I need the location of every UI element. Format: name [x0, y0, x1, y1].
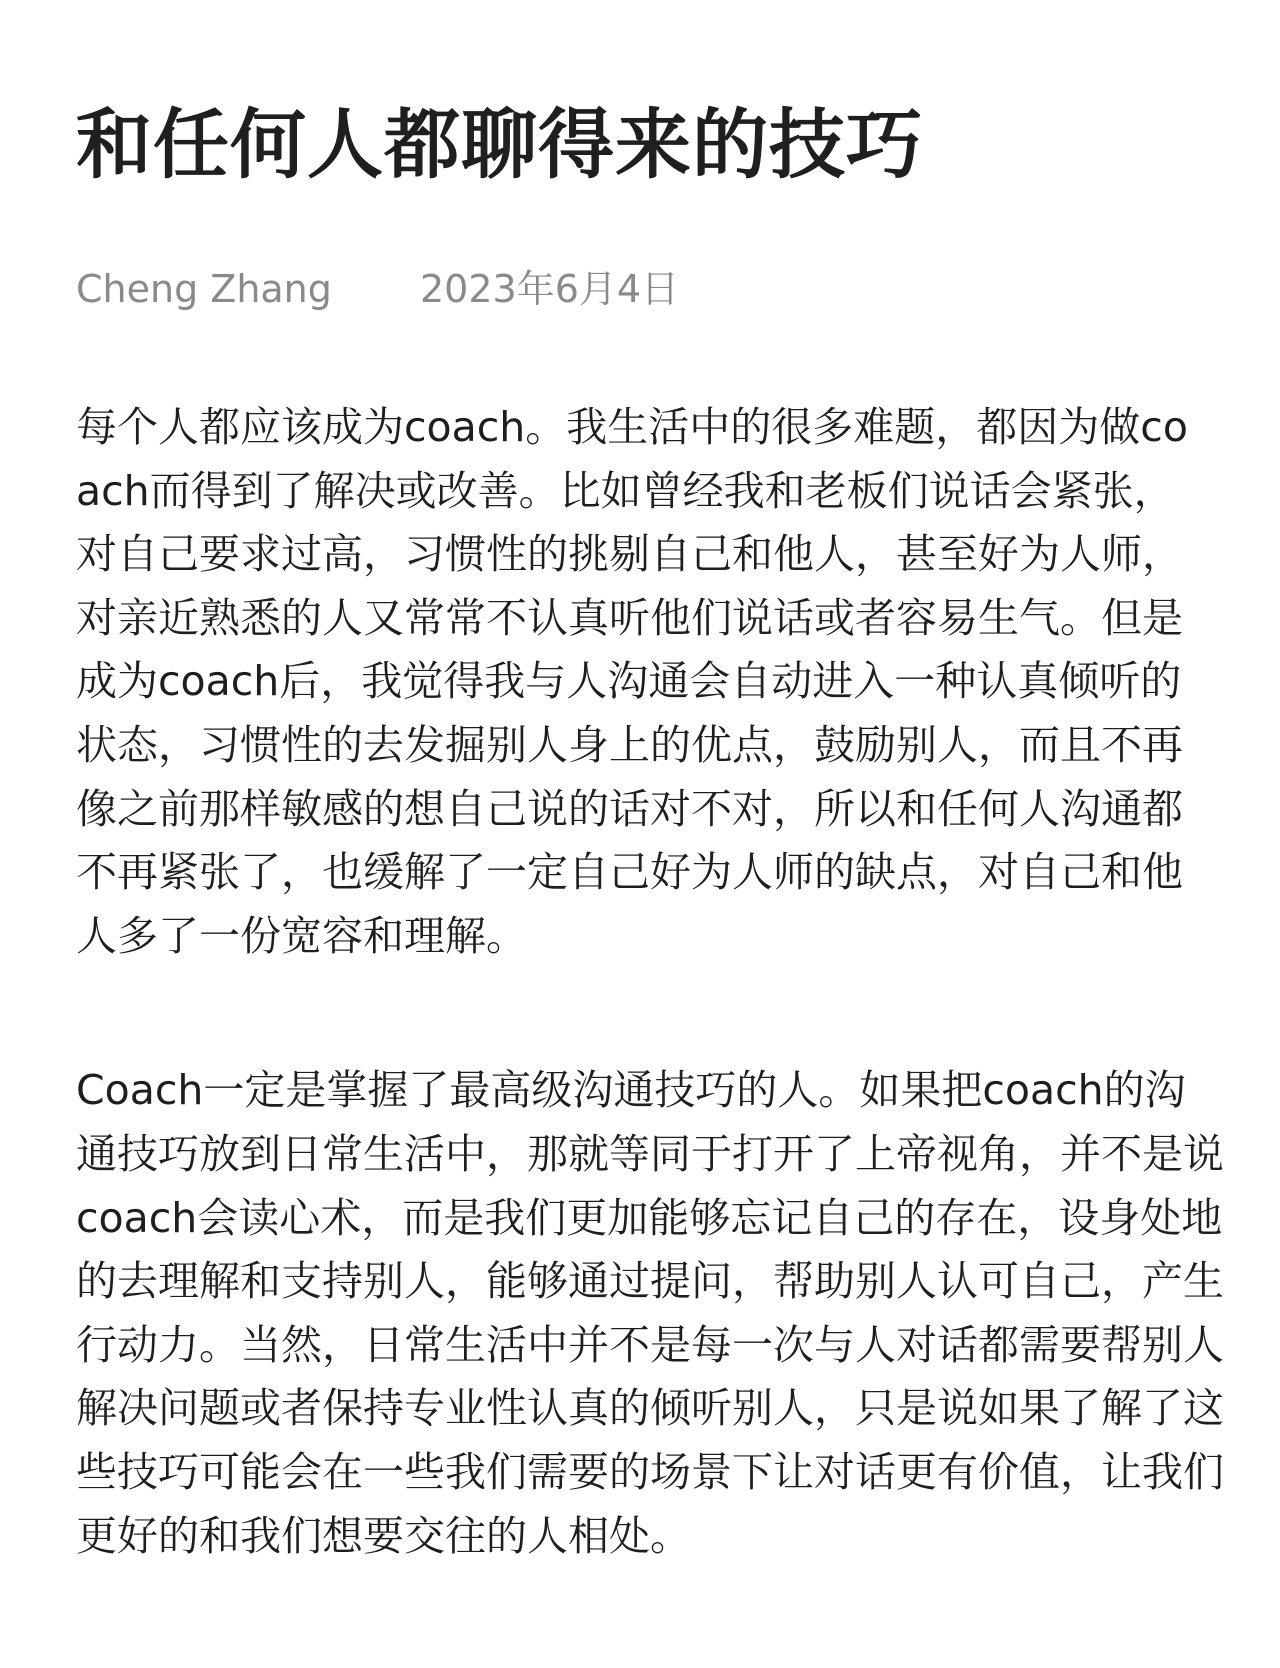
author-name[interactable]: Cheng Zhang	[76, 267, 332, 311]
paragraph-2: Coach一定是掌握了最高级沟通技巧的人。如果把coach的沟通技巧放到日常生活中，那就等同于打开了上帝视角，并不是说coach会读心术，而是我们更加能够忘记自己的存在，设身处地的去理解和支持别人，能够通过提问，帮助别人认可自己，产生行动力。当然，日常生活中并不是每一次与人对话都需要帮别人解决问题或者保持专业性认真的倾听别人，只是说如果了解了这些技巧可能会在一些我们需要的场景下让对话更有价值，让我们更好的和我们想要交往的人相处。	[76, 1066, 1224, 1560]
article	[76, 0, 1226, 1609]
article-title: 和任何人都聊得来的技巧	[76, 100, 923, 189]
article-meta	[76, 263, 1226, 315]
publish-date: 2023年6月4日	[419, 267, 680, 311]
paragraph-1: 每个人都应该成为coach。我生活中的很多难题，都因为做coach而得到了解决或改善。比如曾经我和老板们说话会紧张，对自己要求过高，习惯性的挑剔自己和他人，甚至好为人师，对亲近熟悉的人又常常不认真听他们说话或者容易生气。但是成为coach后，我觉得我与人沟通会自动进入一种认真倾听的状态，习惯性的去发掘别人身上的优点，鼓励别人，而且不再像之前那样敏感的想自己说的话对不对，所以和任何人沟通都不再紧张了，也缓解了一定自己好为人师的缺点，对自己和他人多了一份宽容和理解。	[76, 403, 1188, 960]
